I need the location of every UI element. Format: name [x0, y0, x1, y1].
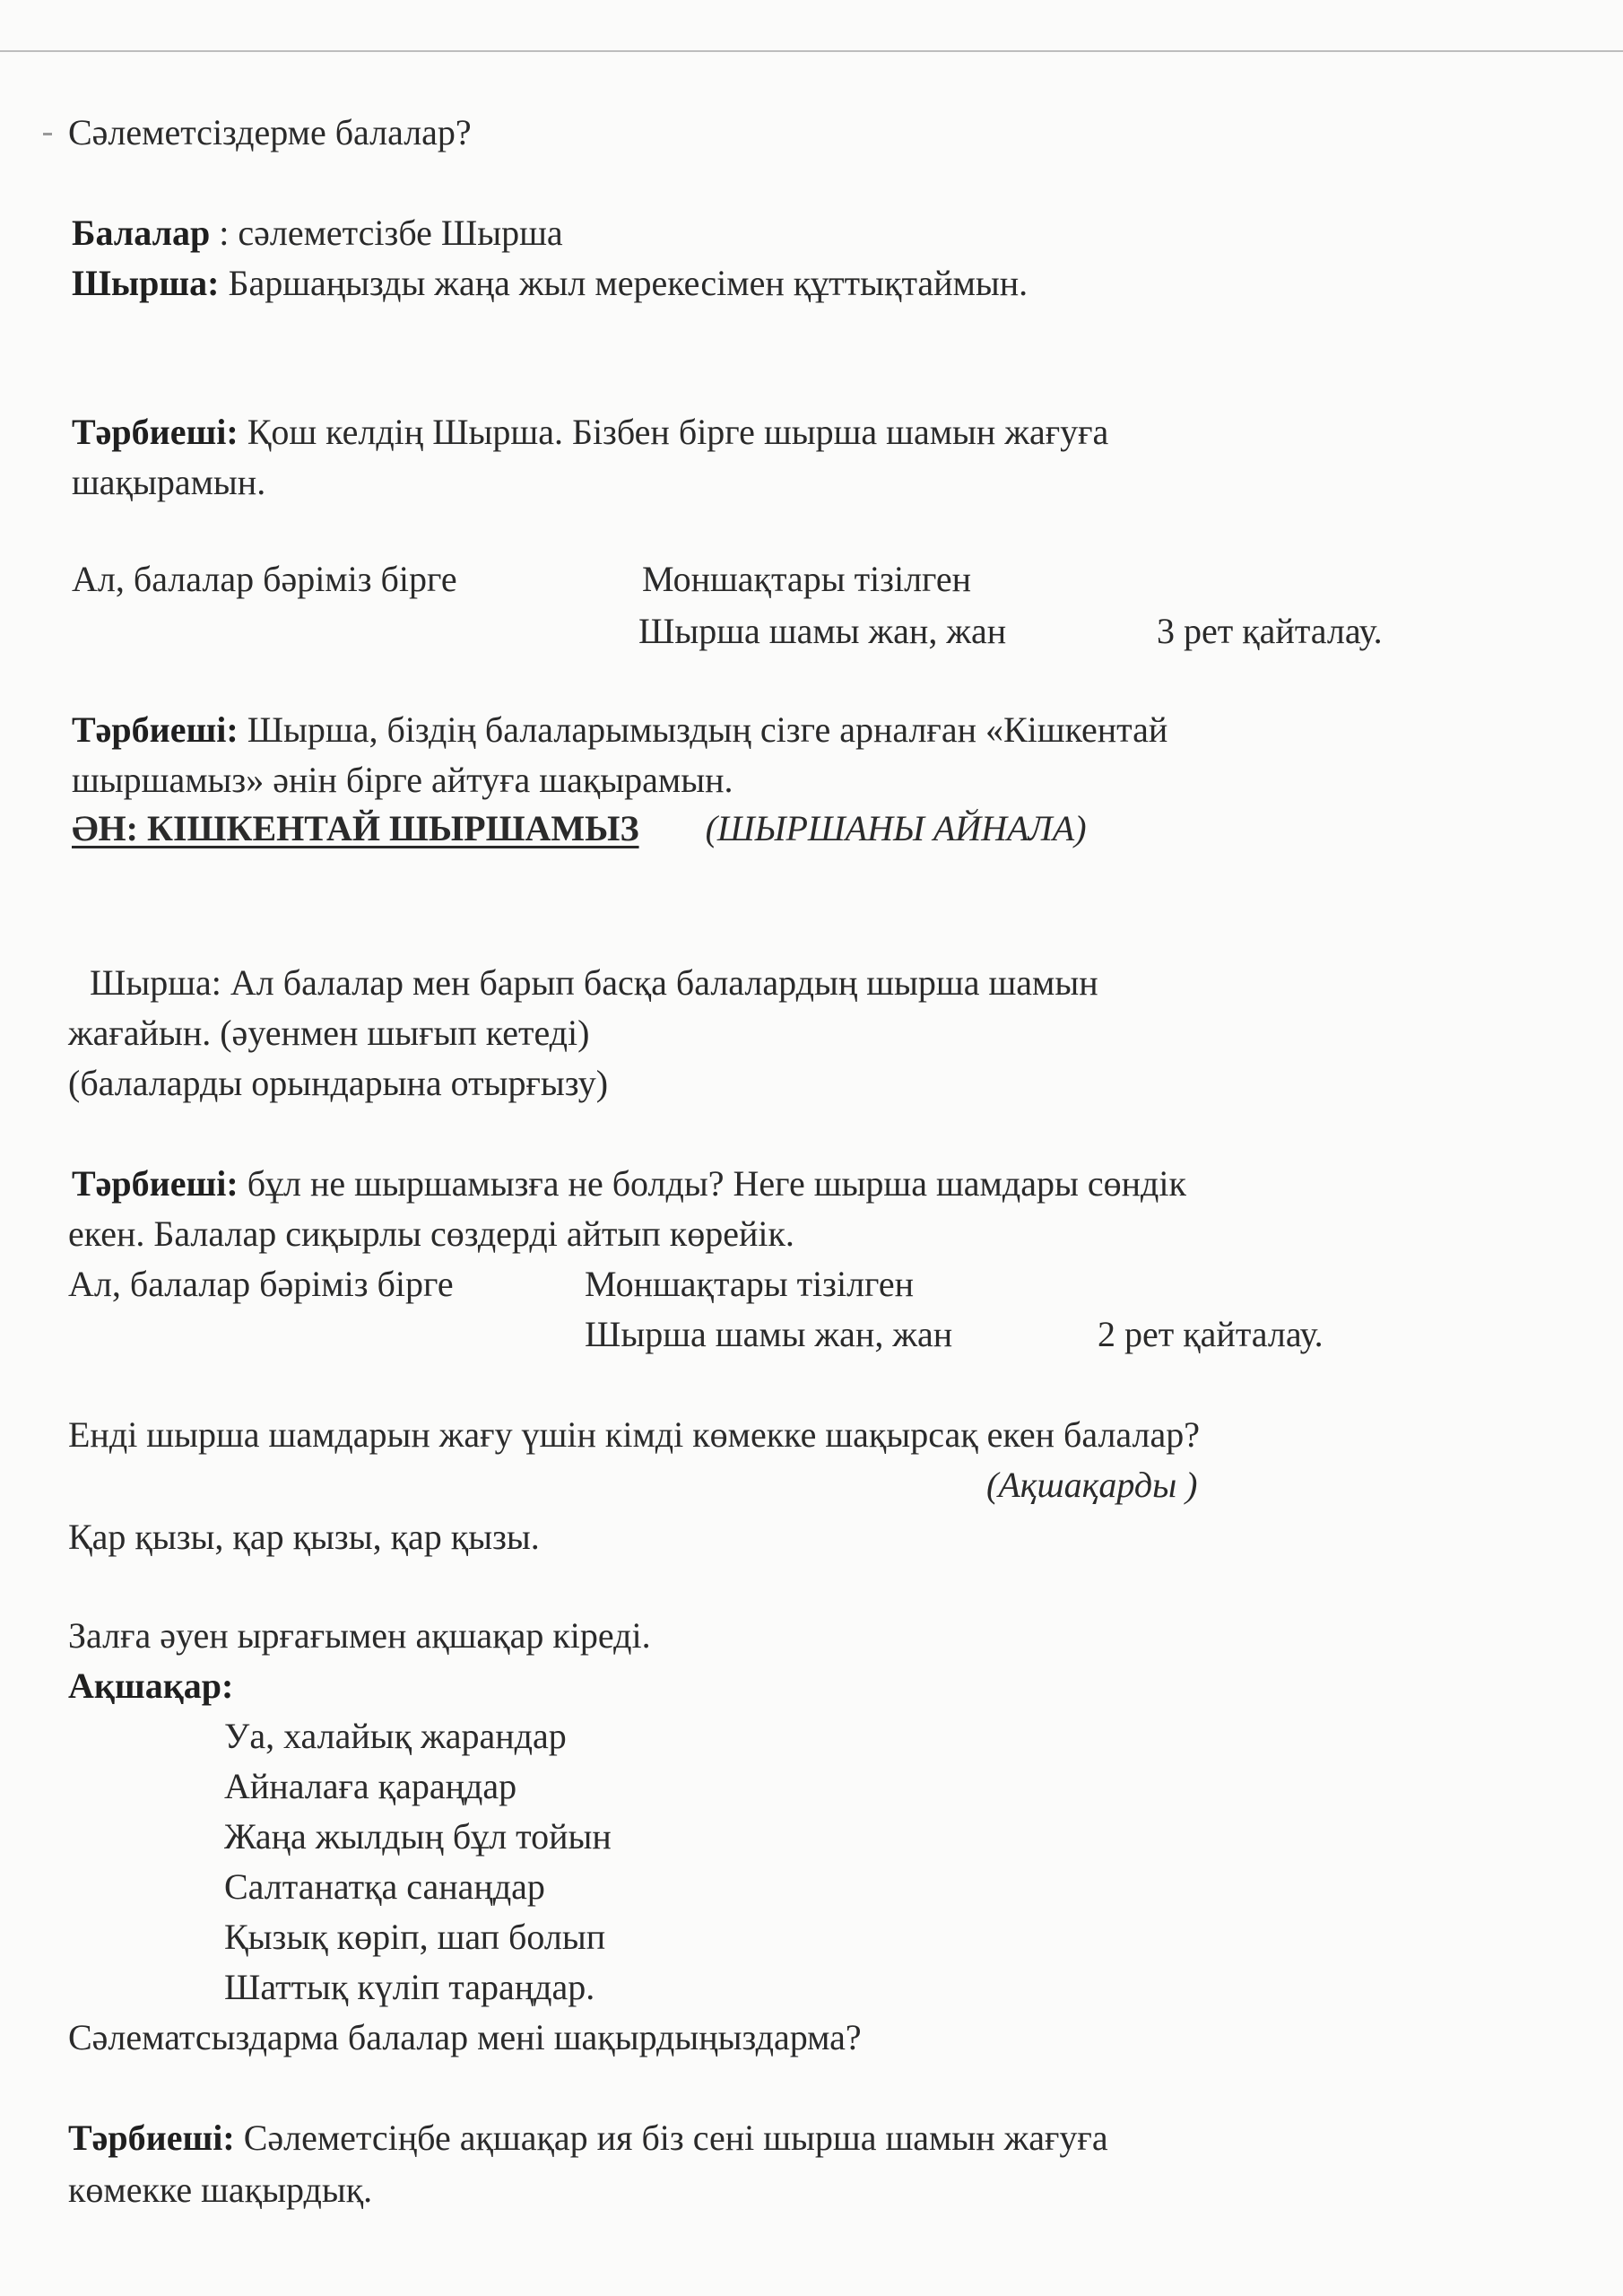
line-text: Баршаңызды жаңа жыл мерекесімен құттықтаймын. — [219, 263, 1028, 303]
line-text: : сәлеметсізбе Шырша — [210, 213, 563, 253]
line-teacher-song-invite-cont: шыршамыз» әнін бірге айтуға шақырамын. — [72, 760, 733, 800]
line-teacher-song-invite — [72, 709, 1167, 752]
chant2-repeat-note: 2 рет қайталау. — [1098, 1314, 1324, 1354]
line-akshakar-greeting: Сәлематсыздарма балалар мені шақырдыңыздарма? — [68, 2017, 862, 2057]
line-teacher-question — [72, 1162, 1186, 1205]
speaker-akshakar: Ақшақар: — [68, 1665, 234, 1706]
chant-line-1b: Моншақтары тізілген — [642, 559, 972, 599]
line-teacher-welcome — [72, 411, 1108, 454]
speaker-label: Тәрбиеші: — [72, 412, 239, 452]
speaker-label: Балалар — [72, 213, 211, 253]
line-akshakar-enters: Залға әуен ырғағымен ақшақар кіреді. — [68, 1615, 651, 1656]
line-shyrsha-leave-cont: жағайын. (әуенмен шығып кетеді) — [68, 1013, 590, 1053]
chant-line-1a: Ал, балалар бәріміз бірге — [72, 559, 457, 599]
poem-line-6: Шаттық күліп тараңдар. — [224, 1967, 595, 2007]
chant2-line-1b: Моншақтары тізілген — [585, 1264, 915, 1304]
line-call-snow-maiden: Қар қызы, қар қызы, қар қызы. — [68, 1517, 540, 1557]
speaker-label: Тәрбиеші: — [68, 2118, 235, 2158]
line-text: Шырша, біздің балаларымыздың сізге арналған «Кішкентай — [238, 709, 1168, 750]
chant-line-2a: Шырша шамы жан, жан — [638, 611, 1007, 651]
chant2-line-1a: Ал, балалар бәріміз бірге — [68, 1264, 454, 1304]
poem-line-5: Қызық көріп, шап болып — [224, 1917, 606, 1957]
line-teacher-welcome-cont: шақырамын. — [72, 462, 266, 502]
scan-top-edge-line — [0, 50, 1623, 52]
line-who-to-call: Енді шырша шамдарын жағу үшін кімді көмекке шақырсақ екен балалар? — [68, 1414, 1200, 1455]
margin-dash-mark — [43, 133, 52, 135]
song-title: ӘН: КІШКЕНТАЙ ШЫРШАМЫЗ — [72, 808, 639, 848]
speaker-label: Тәрбиеші: — [72, 709, 239, 750]
chant2-line-2a: Шырша шамы жан, жан — [585, 1314, 953, 1354]
line-shyrsha-leave: Шырша: Ал балалар мен барып басқа балалардың шырша шамын — [90, 962, 1098, 1003]
chant-repeat-note: 3 рет қайталау. — [1157, 611, 1383, 651]
speaker-label: Тәрбиеші: — [72, 1163, 239, 1204]
line-text: бұл не шыршамызға не болды? Неге шырша шамдары сөндік — [238, 1163, 1186, 1204]
line-stage-direction: (балаларды орындарына отырғызу) — [68, 1063, 609, 1103]
poem-line-3: Жаңа жылдың бұл тойын — [224, 1816, 612, 1857]
poem-line-4: Салтанатқа санаңдар — [224, 1866, 545, 1907]
song-heading — [72, 807, 1087, 850]
line-teacher-reply-cont: көмекке шақырдық. — [68, 2170, 373, 2210]
line-greeting: Сәлеметсіздерме балалар? — [68, 112, 472, 152]
song-stage-note: (ШЫРШАНЫ АЙНАЛА) — [705, 808, 1087, 848]
line-text: Сәлеметсіңбе ақшақар ия біз сені шырша шамын жағуға — [234, 2118, 1108, 2158]
line-children-reply — [72, 212, 563, 255]
line-text: Қош келдің Шырша. Бізбен бірге шырша шамын жағуға — [238, 412, 1109, 452]
line-shyrsha-greeting — [72, 262, 1028, 305]
poem-line-2: Айналаға қараңдар — [224, 1766, 517, 1806]
line-answer-akshakar: (Ақшақарды ) — [986, 1465, 1198, 1505]
poem-line-1: Уа, халайық жарандар — [224, 1716, 567, 1756]
line-teacher-reply — [68, 2117, 1108, 2160]
line-teacher-question-cont: екен. Балалар сиқырлы сөздерді айтып көрейік. — [68, 1213, 794, 1254]
speaker-label: Шырша: — [72, 263, 220, 303]
